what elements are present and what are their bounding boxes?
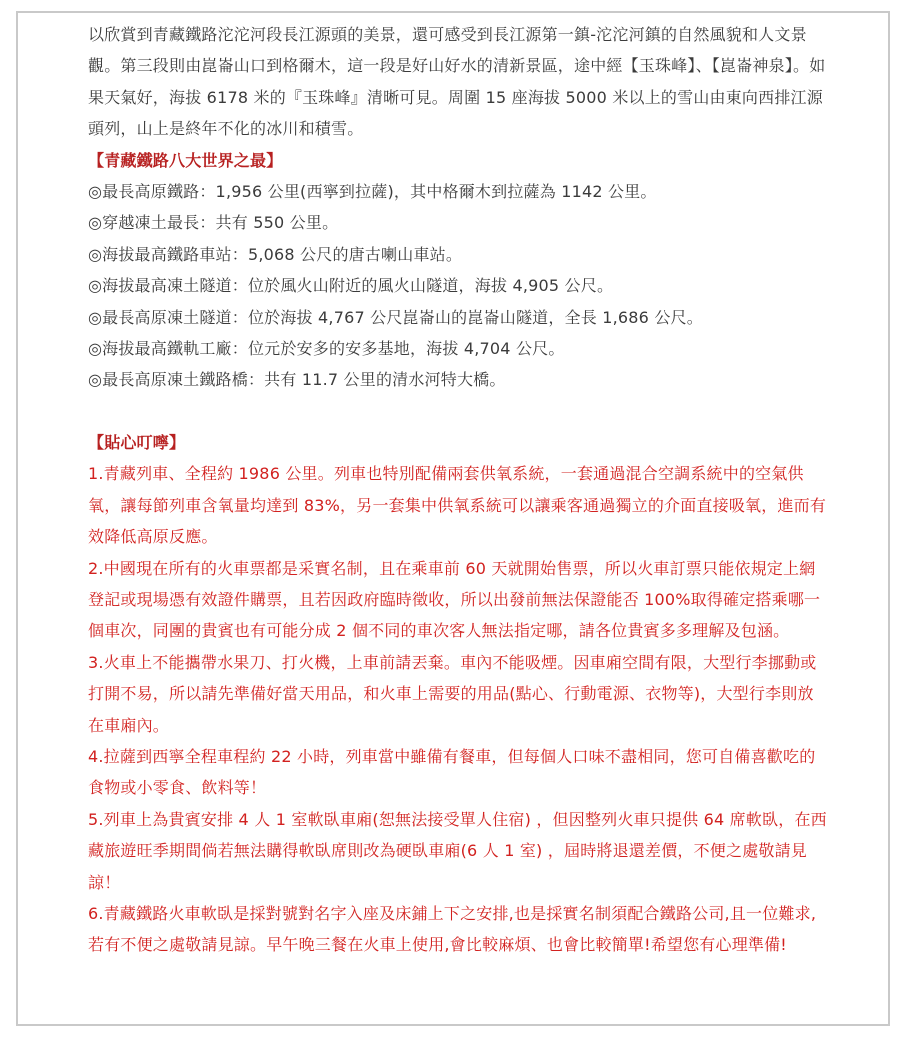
tip-item: 3.火車上不能攜帶水果刀、打火機，上車前請丟棄。車內不能吸煙。因車廂空間有限，大型行李挪動或打開不易，所以請先準備好當天用品，和火車上需要的用品(點心、行動電源、衣物等)，大型行李則放在車廂內。 (88, 652, 817, 735)
records-heading: 【青藏鐵路八大世界之最】 (88, 150, 283, 170)
article-frame (16, 11, 890, 1026)
record-item: ◎海拔最高凍土隧道：位於風火山附近的風火山隧道，海拔 4,905 公尺。 (88, 276, 614, 296)
record-item: ◎最長高原鐵路：1,956 公里(西寧到拉薩)，其中格爾木到拉薩為 1142 公里。 (88, 182, 657, 202)
tip-item: 2.中國現在所有的火車票都是采實名制，且在乘車前 60 天就開始售票，所以火車訂票只能依規定上網登記或現場憑有效證件購票，且若因政府臨時徵收，所以出發前無法保證能否 100%取得確定搭乘哪一個車次，同團的貴賓也有可能分成 2 個不同的車次客人無法指定哪，請各位貴賓多多理解及包涵。 (88, 558, 821, 641)
record-item: ◎穿越凍土最長：共有 550 公里。 (88, 213, 339, 233)
article-content (88, 19, 828, 961)
section-spacer (88, 396, 828, 427)
record-item: ◎最長高原凍土隧道：位於海拔 4,767 公尺崑崙山的崑崙山隧道，全長 1,686 公尺。 (88, 307, 703, 327)
record-item: ◎海拔最高鐵路車站：5,068 公尺的唐古喇山車站。 (88, 244, 463, 264)
tip-item: 1.青藏列車、全程約 1986 公里。列車也特別配備兩套供氧系統，一套通過混合空調系統中的空氣供氧，讓每節列車含氧量均達到 83%，另一套集中供氧系統可以讓乘客通過獨立的介面直接吸氧，進而有效降低高原反應。 (88, 464, 827, 547)
record-item: ◎海拔最高鐵軌工廠：位元於安多的安多基地，海拔 4,704 公尺。 (88, 339, 565, 359)
record-item: ◎最長高原凍土鐵路橋：共有 11.7 公里的清水河特大橋。 (88, 370, 506, 390)
tip-item: 6.青藏鐵路火車軟臥是採對號對名字入座及床鋪上下之安排,也是採實名制須配合鐵路公司,且一位難求,若有不便之處敬請見諒。早午晚三餐在火車上使用,會比較麻煩、也會比較簡單!希望您有心理準備! (88, 903, 817, 955)
tips-heading: 【貼心叮嚀】 (88, 432, 186, 452)
tip-item: 5.列車上為貴賓安排 4 人 1 室軟臥車廂(恕無法接受單人住宿) ，但因整列火車只提供 64 席軟臥，在西藏旅遊旺季期間倘若無法購得軟臥席則改為硬臥車廂(6 人 1 室) ，屆時將退還差價，不便之處敬請見諒！ (88, 809, 827, 892)
tip-item: 4.拉薩到西寧全程車程約 22 小時，列車當中雖備有餐車，但每個人口味不盡相同，您可自備喜歡吃的食物或小零食、飲料等！ (88, 746, 816, 798)
intro-paragraph: 以欣賞到青藏鐵路沱沱河段長江源頭的美景，還可感受到長江源第一鎮-沱沱河鎮的自然風貌和人文景觀。第三段則由崑崙山口到格爾木，這一段是好山好水的清新景區，途中經【玉珠峰】、【崑崙神泉】。如果天氣好，海拔 6178 米的『玉珠峰』清晰可見。周圍 15 座海拔 5000 米以上的雪山由東向西排江源頭列，山上是終年不化的冰川和積雪。 (88, 25, 826, 139)
